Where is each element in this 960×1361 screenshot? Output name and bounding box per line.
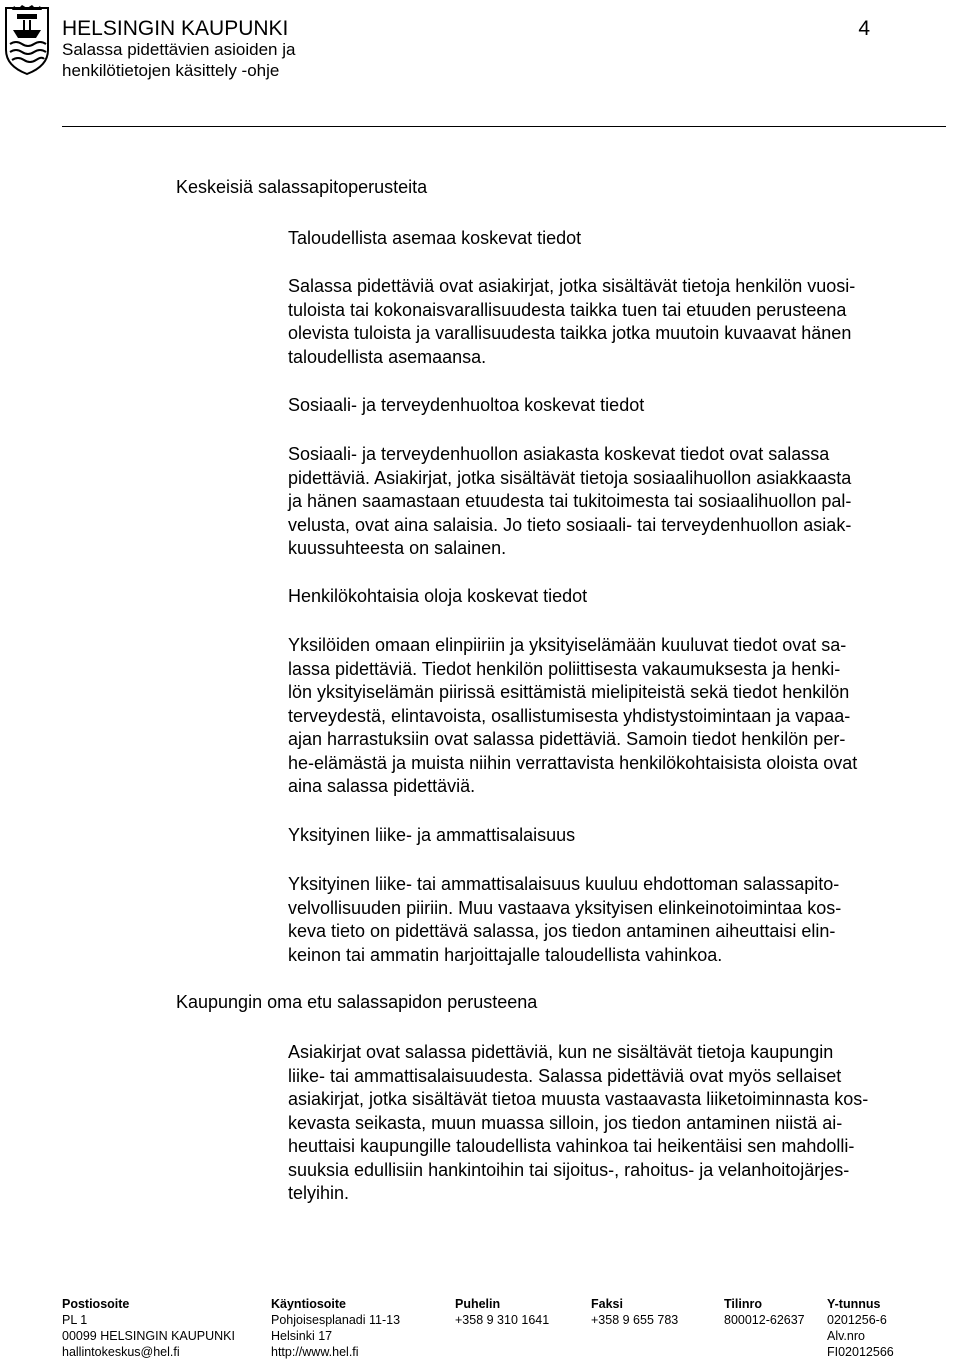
paragraph-personal-line: he-elämästä ja muista niihin verrattavista henkilökohtaisista oloista ovat (288, 752, 858, 773)
paragraph-economic-line: taloudellista asemaansa. (288, 346, 487, 367)
paragraph-social-line: Sosiaali- ja terveydenhuollon asiakasta koskevat tiedot ovat salassa (288, 444, 830, 464)
paragraph-personal-line: ajan harrastuksiin ovat salassa pidettäviä. Samoin tiedot henkilön per- (288, 729, 846, 749)
paragraph-social-line: velusta, ovat aina salaisia. Jo tieto sosiaali- tai terveydenhuollon asiak- (288, 514, 852, 535)
paragraph-economic-line: Salassa pidettäviä ovat asiakirjat, jotka sisältävät tietoja henkilön vuosi- (288, 276, 856, 296)
subheading-social: Sosiaali- ja terveydenhuoltoa koskevat tiedot (288, 395, 645, 415)
footer-visit-line: Helsinki 17 (271, 1329, 333, 1343)
footer-vat-number: FI02012566 (827, 1345, 894, 1359)
paragraph-personal-line: lön yksityiselämän piirissä esittämistä mielipiteistä sekä tiedot henkilön (288, 682, 850, 702)
subheading-business: Yksityinen liike- ja ammattisalaisuus (288, 825, 576, 845)
paragraph-personal-line: Yksilöiden omaan elinpiiriin ja yksityiselämään kuuluvat tiedot ovat sa- (288, 635, 847, 655)
section-heading-main: Keskeisiä salassapitoperusteita (176, 177, 428, 197)
section-heading-city: Kaupungin oma etu salassapidon perusteena (176, 992, 538, 1012)
paragraph-city-line: liike- tai ammattisalaisuudesta. Salassa pidettäviä ovat myös sellaiset (288, 1065, 842, 1086)
page-number: 4 (858, 17, 870, 40)
subheading-economic: Taloudellista asemaa koskevat tiedot (288, 228, 582, 248)
footer-vat-label: Alv.nro (827, 1329, 865, 1343)
paragraph-social-line: kuussuhteesta on salainen. (288, 538, 507, 558)
paragraph-business-line: velvollisuuden piiriin. Muu vastaava yksityisen elinkeinotoimintaa kos- (288, 897, 842, 918)
footer-email: hallintokeskus@hel.fi (62, 1345, 180, 1359)
footer-account: 800012-62637 (724, 1313, 805, 1327)
paragraph-city-line: heuttaisi kaupungille taloudellista vahinkoa tai heikentäisi sen mahdolli- (288, 1136, 855, 1156)
footer-postal-line: 00099 HELSINGIN KAUPUNKI (62, 1329, 235, 1343)
paragraph-city-line: telyihin. (288, 1183, 350, 1203)
paragraph-business-line: keva tieto on pidettävä salassa, jos tiedon antaminen aiheuttaisi elin- (288, 921, 836, 941)
paragraph-personal-line: lassa pidettäviä. Tiedot henkilön poliittisesta vakaumuksesta ja henki- (288, 658, 841, 679)
footer-postal-label: Postiosoite (62, 1297, 130, 1311)
paragraph-social-line: pidettäviä. Asiakirjat, jotka sisältävät tietoja sosiaalihuollon asiakkaasta (288, 467, 852, 488)
paragraph-personal-line: aina salassa pidettäviä. (288, 776, 476, 796)
footer-postal-line: PL 1 (62, 1313, 88, 1327)
footer-business-id-label: Y-tunnus (827, 1297, 881, 1311)
footer-fax: +358 9 655 783 (591, 1313, 679, 1327)
helsinki-crest-logo (2, 4, 52, 76)
footer-fax-label: Faksi (591, 1297, 623, 1311)
paragraph-personal-line: terveydestä, elintavoista, osallistumisesta yhdistystoimintaan ja vapaa- (288, 705, 851, 726)
footer-visit-line: Pohjoisesplanadi 11-13 (271, 1313, 401, 1327)
paragraph-business-line: Yksityinen liike- tai ammattisalaisuus kuuluu ehdottoman salassapito- (288, 874, 840, 894)
paragraph-city-line: asiakirjat, jotka sisältävät tietoa muusta vastaavasta liiketoiminnasta kos- (288, 1089, 869, 1109)
paragraph-city-line: Asiakirjat ovat salassa pidettäviä, kun ne sisältävät tietoja kaupungin (288, 1042, 834, 1062)
paragraph-city-line: suuksia edullisiin hankintoihin tai sijoitus-, rahoitus- ja velanhoitojärjes- (288, 1159, 850, 1180)
paragraph-city-line: kevasta seikasta, muun muassa silloin, jos tiedon antaminen niistä ai- (288, 1112, 843, 1133)
paragraph-economic-line: olevista tuloista ja varallisuudesta taikka jotka muutoin kuvaavat hänen (288, 323, 852, 343)
footer-business-id: 0201256-6 (827, 1313, 887, 1327)
header-divider (62, 126, 946, 127)
footer-visit-label: Käyntiosoite (271, 1297, 347, 1311)
footer-phone: +358 9 310 1641 (455, 1313, 550, 1327)
footer-website: http://www.hel.fi (271, 1345, 359, 1359)
footer-phone-label: Puhelin (455, 1297, 501, 1311)
paragraph-business-line: keinon tai ammatin harjoittajalle taloudellista vahinkoa. (288, 944, 723, 965)
footer-account-label: Tilinro (724, 1297, 762, 1311)
document-title-line2: henkilötietojen käsittely -ohje (62, 61, 280, 80)
document-title-line1: Salassa pidettävien asioiden ja (62, 40, 296, 59)
subheading-personal: Henkilökohtaisia oloja koskevat tiedot (288, 586, 588, 606)
paragraph-social-line: ja hänen saamastaan etuudesta tai tukitoimesta tai sosiaalihuollon pal- (288, 491, 852, 511)
organization-name: HELSINGIN KAUPUNKI (62, 17, 289, 40)
paragraph-economic-line: tuloista tai kokonaisvarallisuudesta taikka tuen tai etuuden perusteena (288, 299, 847, 320)
